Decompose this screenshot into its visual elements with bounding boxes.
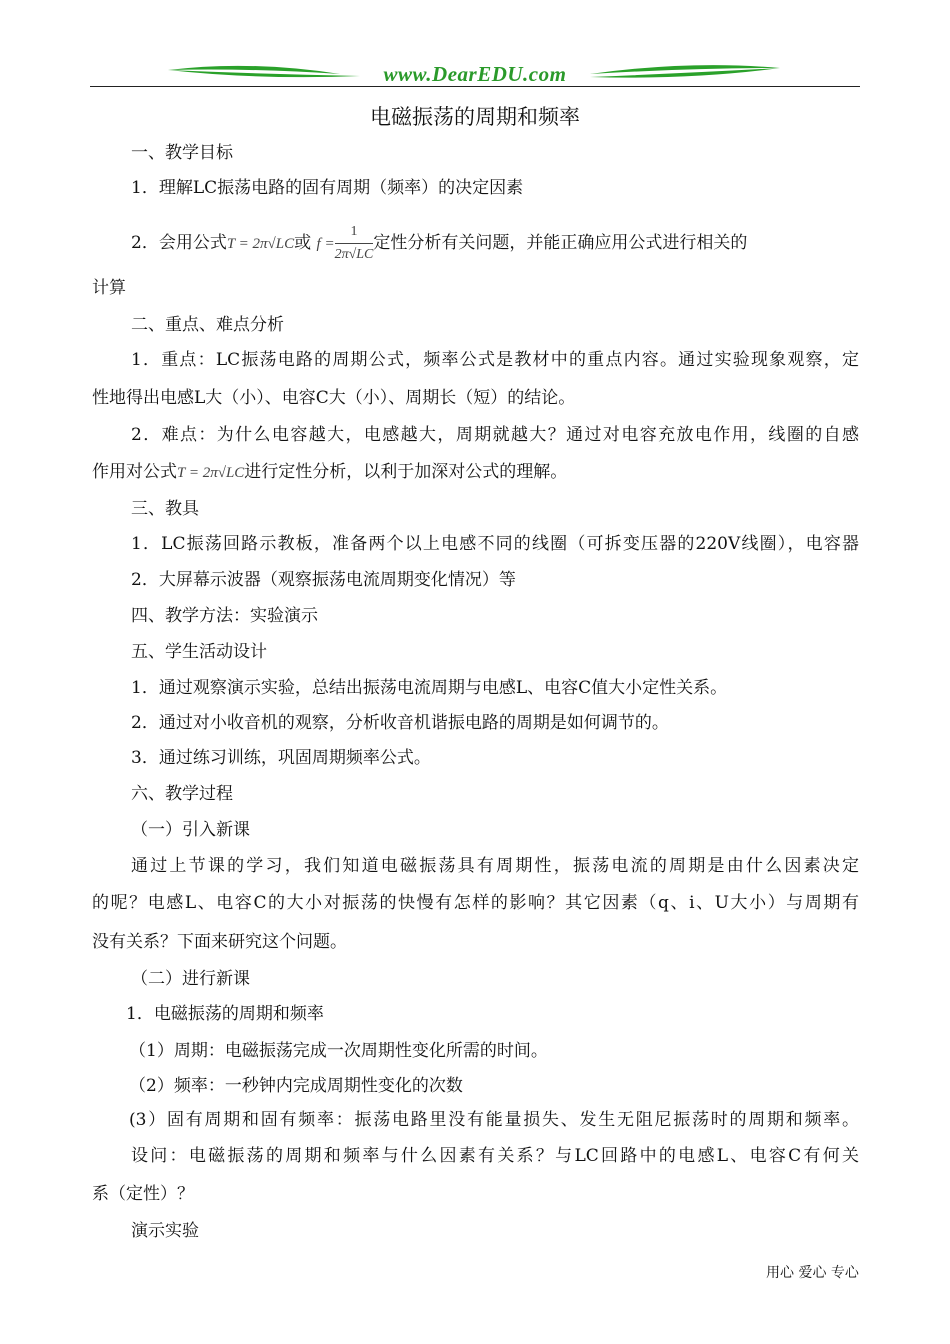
objective-2 xyxy=(131,221,747,266)
keypoint-2b-pre: 作用对公式 xyxy=(92,462,177,482)
heading-process: 六、教学过程 xyxy=(131,784,233,804)
activity-1: 1．通过观察演示实验，总结出振荡电流周期与电感L、电容C值大小定性关系。 xyxy=(131,678,728,698)
demo-heading: 演示实验 xyxy=(131,1221,199,1241)
activity-3: 3．通过练习训练，巩固周期频率公式。 xyxy=(131,748,431,768)
objective-1: 1．理解LC振荡电路的固有周期（频率）的决定因素 xyxy=(131,178,524,198)
definition-frequency: （2）频率：一秒钟内完成周期性变化的次数 xyxy=(129,1076,463,1096)
formula-period-2: T = 2π√LC xyxy=(177,465,245,481)
formula-frequency-lhs: f = xyxy=(316,236,335,252)
question-1-cont: 系（定性）？ xyxy=(92,1184,194,1204)
keypoint-2b-post: 进行定性分析，以利于加深对公式的理解。 xyxy=(244,462,568,482)
frac-denominator: 2π√LC xyxy=(334,247,374,262)
heading-tools: 三、教具 xyxy=(131,499,199,519)
heading-method: 四、教学方法：实验演示 xyxy=(131,606,318,626)
footer-slogan: 用心 爱心 专心 xyxy=(766,1265,859,1281)
topic-1: 1．电磁振荡的周期和频率 xyxy=(126,1004,324,1024)
keypoint-1b: 性地得出电感L大（小）、电容C大（小）、周期长（短）的结论。 xyxy=(92,388,576,408)
header-rule xyxy=(90,86,860,87)
formula-frequency xyxy=(335,221,374,266)
question-1: 设问：电磁振荡的周期和频率与什么因素有关系？与LC回路中的电感L、电容C有何关 xyxy=(131,1146,859,1166)
site-logo-text: www.DearEDU.com xyxy=(383,62,567,86)
heading-activities: 五、学生活动设计 xyxy=(131,642,267,662)
keypoint-1a: 1．重点：LC振荡电路的周期公式，频率公式是教材中的重点内容。通过实验现象观察，定 xyxy=(131,350,859,370)
tool-1: 1．LC振荡回路示教板，准备两个以上电感不同的线圈（可拆变压器的220V线圈），电容器 xyxy=(131,534,859,554)
document-title: 电磁振荡的周期和频率 xyxy=(370,105,580,129)
tool-2: 2．大屏幕示波器（观察振荡电流周期变化情况）等 xyxy=(131,570,516,590)
subheading-intro: （一）引入新课 xyxy=(131,820,250,840)
intro-para-2: 的呢？电感L、电容C的大小对振荡的快慢有怎样的影响？其它因素（q、i、U大小）与周期有 xyxy=(92,893,859,913)
keypoint-2b xyxy=(92,461,567,484)
intro-para-3: 没有关系？下面来研究这个问题。 xyxy=(92,932,347,952)
activity-2: 2．通过对小收音机的观察，分析收音机谐振电路的周期是如何调节的。 xyxy=(131,713,669,733)
or-text: 或 xyxy=(294,233,312,253)
frac-numerator: 1 xyxy=(335,221,374,244)
objective-2-cont: 计算 xyxy=(92,278,126,298)
definition-natural: (3）固有周期和固有频率：振荡电路里没有能量损失、发生无阻尼振荡时的周期和频率。 xyxy=(129,1110,859,1130)
keypoint-2a: 2．难点：为什么电容越大，电感越大，周期就越大？通过对电容充放电作用，线圈的自感 xyxy=(131,425,859,445)
intro-para-1: 通过上节课的学习，我们知道电磁振荡具有周期性，振荡电流的周期是由什么因素决定 xyxy=(131,856,859,876)
formula-period: T = 2π√LC xyxy=(226,236,295,252)
objective-2-pre: 2．会用公式 xyxy=(131,233,227,253)
subheading-new: （二）进行新课 xyxy=(131,969,250,989)
heading-objectives: 一、教学目标 xyxy=(131,143,233,163)
heading-keypoints: 二、重点、难点分析 xyxy=(131,315,284,335)
objective-2-post: 定性分析有关问题，并能正确应用公式进行相关的 xyxy=(373,233,748,253)
definition-period: （1）周期：电磁振荡完成一次周期性变化所需的时间。 xyxy=(129,1041,548,1061)
